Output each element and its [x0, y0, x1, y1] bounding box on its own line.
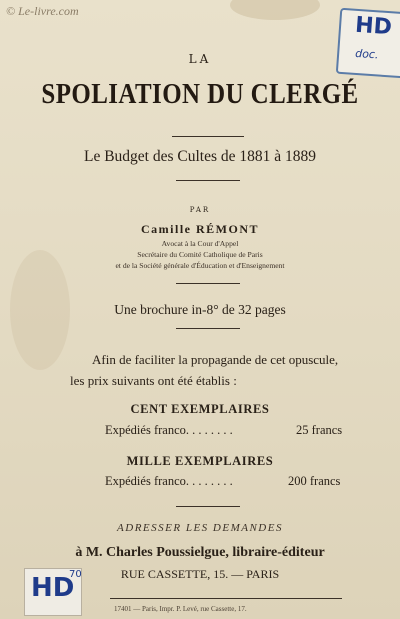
paper-stain	[230, 0, 320, 20]
library-stamp-number: 70	[69, 569, 82, 580]
intro-text: les prix suivants ont été établis :	[70, 373, 237, 388]
brochure-description: Une brochure in-8° de 32 pages	[114, 302, 286, 317]
publisher-address: RUE CASSETTE, 15. — PARIS	[120, 567, 280, 581]
offer-label: Expédiés franco. . . . . . . .	[105, 423, 233, 437]
offer-heading: MILLE EXEMPLAIRES	[126, 454, 274, 468]
library-stamp	[24, 568, 82, 616]
offer-label: Expédiés franco. . . . . . . .	[105, 474, 233, 488]
author-affiliation: Secrétaire du Comité Catholique de Paris	[137, 250, 263, 259]
divider	[176, 328, 240, 329]
watermark: © Le-livre.com	[6, 4, 79, 18]
publisher-name: à M. Charles Poussielgue, libraire-éditeur	[75, 545, 325, 560]
divider	[172, 136, 244, 137]
subtitle: Le Budget des Cultes de 1881 à 1889	[83, 148, 317, 165]
offer-price: 200 francs	[288, 474, 341, 488]
divider	[110, 598, 342, 599]
divider	[176, 180, 240, 181]
library-label-type: doc.	[354, 46, 379, 62]
offer-price: 25 francs	[296, 423, 343, 437]
library-label-code: HD	[354, 12, 393, 41]
title-article: LA	[188, 52, 212, 66]
divider	[176, 506, 240, 507]
divider	[176, 283, 240, 284]
author-affiliation: Avocat à la Cour d'Appel	[161, 239, 239, 248]
author-prefix: PAR	[189, 206, 211, 214]
address-heading: ADRESSER LES DEMANDES	[117, 522, 283, 534]
printer-imprint: 17401 — Paris, Impr. P. Levé, rue Cassette, 17.	[114, 605, 247, 613]
offer-heading: CENT EXEMPLAIRES	[130, 402, 270, 416]
intro-text: Afin de faciliter la propagande de cet opuscule,	[92, 352, 339, 367]
library-label	[336, 8, 400, 79]
author-affiliation: et de la Société générale d'Éducation et d'Enseignement	[115, 261, 285, 270]
library-stamp-code: HD	[31, 573, 75, 603]
author-name: Camille RÉMONT	[141, 222, 259, 236]
page-title: SPOLIATION DU CLERGÉ	[41, 78, 359, 110]
